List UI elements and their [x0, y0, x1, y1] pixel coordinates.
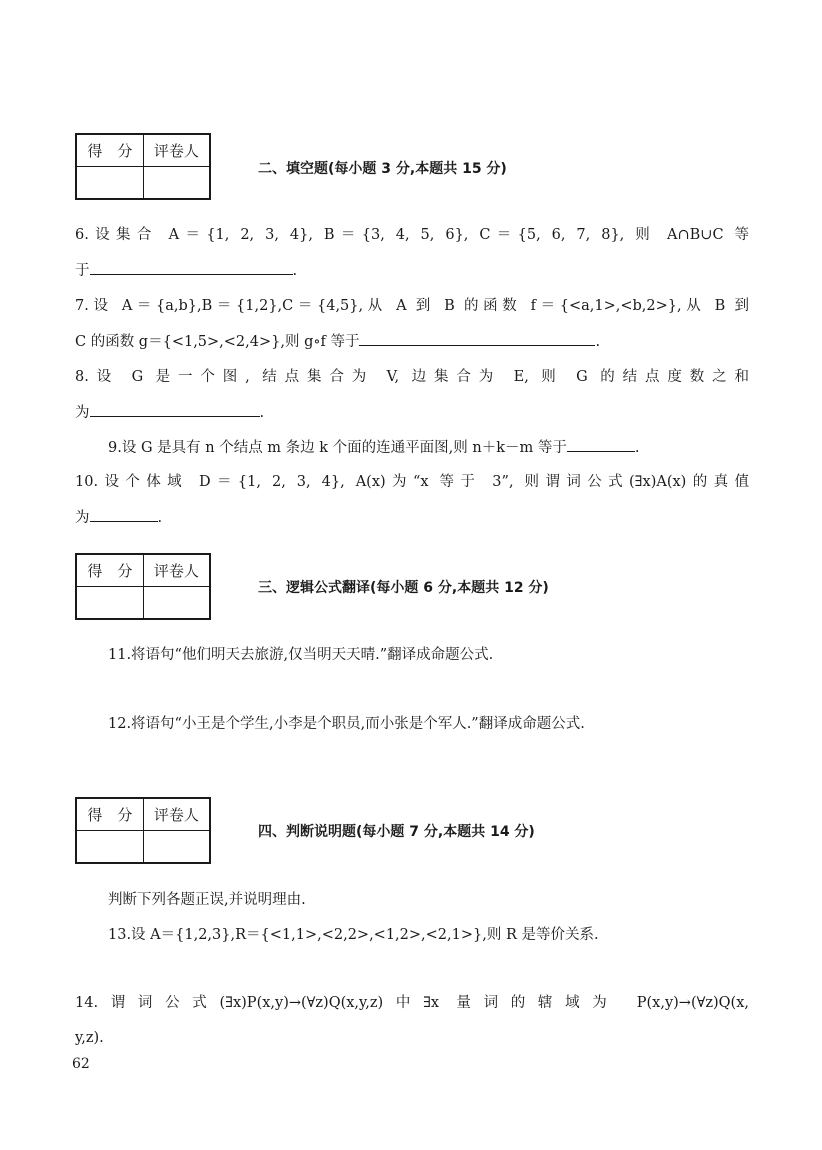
grader-label: 评卷人 — [143, 134, 210, 167]
judge-intro: 判断下列各题正误,并说明理由. — [108, 892, 306, 908]
score-label: 得 分 — [76, 798, 143, 831]
question-7-line-1: 7.设 A＝{a,b},B＝{1,2},C＝{4,5},从 A 到 B 的函数 f＝{<a,1>,<b,2>},从 B 到 — [75, 298, 749, 314]
grader-cell[interactable] — [143, 831, 210, 864]
question-8-line-2 — [75, 402, 264, 423]
question-6-line-2 — [75, 260, 297, 281]
score-label: 得 分 — [76, 134, 143, 167]
answer-blank-10[interactable] — [90, 507, 158, 522]
grader-cell[interactable] — [143, 587, 210, 620]
question-9 — [108, 437, 639, 458]
grader-label: 评卷人 — [143, 798, 210, 831]
question-11: 11.将语句“他们明天去旅游,仅当明天天晴.”翻译成命题公式. — [108, 647, 494, 663]
question-7-prefix: C 的函数 g＝{<1,5>,<2,4>},则 g∘f 等于 — [75, 334, 360, 350]
answer-blank-9[interactable] — [567, 437, 635, 452]
question-10-line-2 — [75, 507, 162, 528]
question-9-suffix: . — [634, 440, 640, 456]
question-7-suffix: . — [595, 334, 601, 350]
score-cell[interactable] — [76, 831, 143, 864]
grader-label: 评卷人 — [143, 554, 210, 587]
section-title-judgement: 四、判断说明题(每小题 7 分,本题共 14 分) — [258, 824, 535, 840]
question-9-prefix: 9.设 G 是具有 n 个结点 m 条边 k 个面的连通平面图,则 n＋k－m 等于 — [108, 440, 567, 456]
question-12: 12.将语句“小王是个学生,小李是个职员,而小张是个军人.”翻译成命题公式. — [108, 716, 585, 732]
answer-blank-6[interactable] — [90, 260, 293, 275]
question-14-line-2: y,z). — [75, 1030, 104, 1046]
question-14-line-1: 14.谓词公式(∃x)P(x,y)→(∀z)Q(x,y,z)中∃x 量词的辖域为 P(x,y)→(∀z)Q(x, — [75, 995, 749, 1011]
answer-blank-7[interactable] — [359, 331, 595, 346]
question-7-line-2 — [75, 331, 600, 352]
question-6-prefix: 于 — [75, 263, 90, 279]
question-8-line-1: 8.设 G 是一个图, 结点集合为 V, 边集合为 E, 则 G 的结点度数之和 — [75, 369, 749, 385]
score-cell[interactable] — [76, 167, 143, 200]
score-cell[interactable] — [76, 587, 143, 620]
score-table — [75, 553, 211, 620]
question-10-suffix: . — [157, 510, 163, 526]
section-title-fill-in: 二、填空题(每小题 3 分,本题共 15 分) — [258, 161, 507, 177]
section-title-translation: 三、逻辑公式翻译(每小题 6 分,本题共 12 分) — [258, 580, 549, 596]
score-table — [75, 133, 211, 200]
score-label: 得 分 — [76, 554, 143, 587]
grader-cell[interactable] — [143, 167, 210, 200]
question-8-suffix: . — [259, 405, 265, 421]
question-13: 13.设 A＝{1,2,3},R＝{<1,1>,<2,2>,<1,2>,<2,1>},则 R 是等价关系. — [108, 927, 599, 943]
question-10-prefix: 为 — [75, 510, 90, 526]
question-10-line-1: 10.设个体域 D＝{1, 2, 3, 4}, A(x)为“x 等于 3”, 则谓词公式(∃x)A(x)的真值 — [75, 474, 749, 490]
answer-blank-8[interactable] — [90, 402, 260, 417]
question-6-line-1: 6.设集合 A＝{1, 2, 3, 4}, B＝{3, 4, 5, 6}, C＝{5, 6, 7, 8}, 则 A∩B∪C 等 — [75, 227, 749, 243]
question-8-prefix: 为 — [75, 405, 90, 421]
question-6-suffix: . — [292, 263, 298, 279]
page-number: 62 — [72, 1056, 90, 1072]
score-table — [75, 797, 211, 864]
